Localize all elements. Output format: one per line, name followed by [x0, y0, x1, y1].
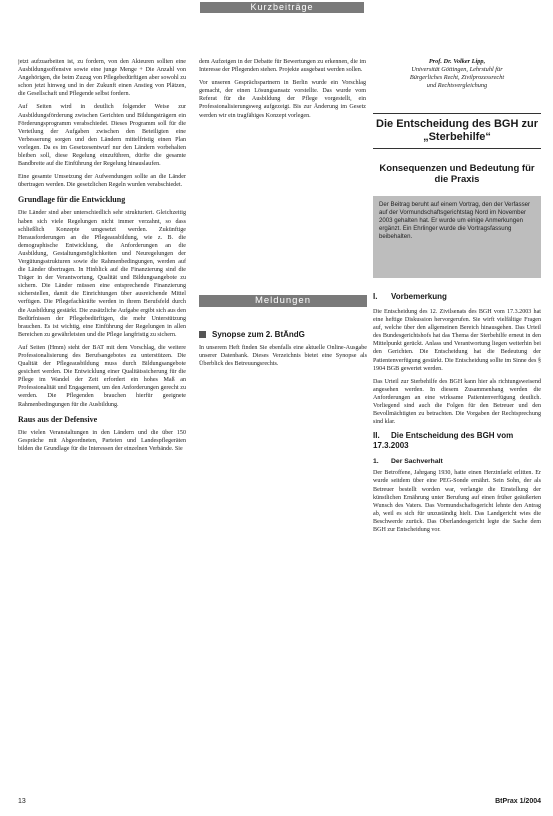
synopse-body: In unserem Heft finden Sie ebenfalls eine aktuelle Online-Ausgabe unserer Datenbank. Dieses Verzeichnis bietet eine Synopse als Überblick des Betreuungsrechts.	[199, 345, 367, 368]
subsection-number: 1.	[373, 458, 379, 466]
meldungen-label: Meldungen	[254, 295, 311, 306]
subsection-title: Der Sachverhalt	[391, 458, 443, 466]
author-affiliation: Universität Göttingen, Lehrstuhl für	[411, 66, 503, 73]
author-affiliation: Bürgerliches Recht, Zivilprozessrecht	[409, 74, 505, 81]
section-number: I.	[373, 292, 378, 301]
author-affiliation: und Rechtsvergleichung	[426, 82, 488, 89]
column-1	[18, 58, 186, 800]
paragraph: jetzt aufzuarbeiten ist, zu fordern, von den Akteuren sollten eine Ausbildungsoffensive sowie eine junge Menge + Die Anzahl von Angehörigen, die beim Zuzug von Pflegebedürftigen aber sowohl zu schon jetzt hinweg und in der Zukunft einen Anstieg von Plätzen, die Gesellschaft und Pflegende selbst fordern.	[18, 59, 186, 98]
article-title: Die Entscheidung des BGH zur „Sterbehilfe“	[373, 113, 541, 149]
column-3-body	[373, 288, 541, 539]
subheading: Grundlage für die Entwicklung	[18, 195, 126, 205]
author-block	[373, 58, 541, 90]
square-bullet-icon	[199, 331, 206, 338]
subheading: Raus aus der Defensive	[18, 414, 98, 424]
paragraph: Die vielen Veranstaltungen in den Ländern und die über 150 Gespräche mit Abgeordneten, Parteien und Landespflegeräten bilden die Grundlage für die Interessen der einzelnen Verbände. Sie	[18, 429, 186, 452]
paragraph: Das Urteil zur Sterbehilfe des BGH kann hier als richtungsweisend angesehen werden. In diesem Zusammenhang werden die Anforderungen an eine wirksame Patientenverfügung deutlich. Vorliegend sind auch die Folgen für den Betreuer und den Bevollmächtigten zu betrachten. Die Vorgaben der Rechtsprechung sind klar.	[373, 378, 541, 426]
section-title: Die Entscheidung des BGH vom 17.3.2003	[373, 431, 514, 451]
section-title: Vorbemerkung	[391, 292, 447, 301]
journal-label: BtPrax 1/2004	[495, 798, 541, 805]
paragraph: dem Aufzeigen in der Debatte für Bewertungen zu erkennen, die im Interesse der Pflegenden stehen. Projekte ausgebaut werden sollen.	[199, 59, 366, 74]
author-name: Prof. Dr. Volker Lipp,	[428, 58, 486, 65]
meldungen-bar	[199, 295, 367, 307]
page-number: 13	[18, 798, 26, 805]
paragraph: Der Betroffene, Jahrgang 1930, hatte einen Herzinfarkt erlitten. Er wurde seitdem über eine PEG-Sonde ernährt. Sein Sohn, der als Betreuer bestellt worden war, verlangte die Einstellung der künstlichen Ernährung unter Berufung auf einen früher geäußerten Wunsch des Vaters. Das Vormundschaftsgericht lehnte den Antrag ab, weil es sich für unzuständig hielt. Das Landgericht wies die Beschwerde zurück. Das Oberlandesgericht legte die Sache dem BGH zur Entscheidung vor.	[373, 470, 541, 533]
section-heading	[373, 431, 541, 451]
paragraph: Auf Seiten (Hmm) steht der BAT mit dem Vorschlag, die weitere Professionalisierung des Berufsangebotes zu unterstützen. Die Qualität der Pflegeausbildung muss durch Bildungsangebote gesichert werden. Die Entwicklung einer Qualitätssicherung für die Pflege im Wandel der Zeit erfordert ein hohes Maß an Professionalität und Engagement, um den Anforderungen gerecht zu werden. Die Pflegenden brauchen hierfür geeignete Rahmenbedingungen für die Ausbildung.	[18, 344, 186, 408]
article-summary-box: Der Beitrag beruht auf einem Vortrag, den der Verfasser auf der Vormundschaftsgerichtstag Nord im November 2003 gehalten hat. Er wurde um einige Anmerkungen ergänzt. Ein Ehrlinger wurde die Vortragsfassung beibehalten.	[373, 196, 541, 278]
section-heading	[373, 292, 541, 302]
subsection-heading	[373, 457, 541, 466]
column-2	[199, 58, 366, 218]
paragraph: Eine gesamte Umsetzung der Aufwendungen sollte an die Länder übertragen werden. Die gesetzlichen Regeln wurden verabschiedet.	[18, 174, 186, 189]
paragraph: Auf Seiten wird in deutlich folgender Weise zur Ausbildungsförderung zwischen Gerichten und Bildungsträgern ein Förderungsprogramm verabschiedet. Dieses Programm soll für die Verteilung der Aufgaben zwischen den Beteiligten eine Verbesserung sorgen und den Ländern mittelfristig einen Plan vorlegen. Da es im Gesetzesentwurf nur den Ländern vorbehalten bleiben soll, diese Regelung einzuführen, dürfte die gesamte Bandbreite auf die Einführung der Regelung hinauslaufen.	[18, 104, 186, 168]
section-number: II.	[373, 431, 380, 441]
section-header-label: Kurzbeiträge	[250, 2, 314, 12]
section-header-bar	[200, 2, 364, 13]
paragraph: Die Entscheidung des 12. Zivilsenats des BGH vom 17.3.2003 hat eine heftige Diskussion hervorgerufen. Sie wirft vielfältige Fragen auf, welche über den allgemeinen Bereich hinausgehen. Das Urteil des Bundesgerichtshofs hat das Thema der Sterbehilfe erneut in den Mittelpunkt gerückt. Anlass und Verantwortung liegen weiterhin bei den Gerichten. Die Entscheidung hat die Bedeutung der Patientenverfügung gestärkt. Die Entscheidung sollte im Sinne des § 1904 BGB gewertet werden.	[373, 309, 541, 372]
paragraph: Vor unseren Gesprächspartnern in Berlin wurde ein Vorschlag gemacht, der einen Lösungsansatz vorstellte. Das wurde vom Referat für die Ausbildung der Pflege vorgestellt, ein Professionalisierungsweg aufgezeigt. Bis zur Änderung im Gesetz werden wir ein tragfähiges Konzept vorlegen.	[199, 80, 366, 119]
article-subtitle: Konsequenzen und Bedeutung für die Praxis	[379, 163, 535, 185]
synopse-heading	[199, 330, 367, 340]
paragraph: Die Länder sind aber unterschiedlich sehr strukturiert. Gleichzeitig haben sich viele Regelungen nicht immer verzahnt, so dass schließlich Konzepte umgesetzt werden. Zukünftige Herausforderungen an die Pflegeausbildung, wie z. B. die demographische Entwicklung, die Anforderungen an die Ausbildung, Gestaltungsmöglichkeiten und Neuregelungen der Vergütungsstrukturen sowie die Rahmenbedingungen, werden auf die Länder übertragen. In Hinblick auf die Finanzierung sind die Träger in der Verantwortung, Qualität und Bildungsangebote zu sichern. Die Länder müssen eine entsprechende Finanzierung sicherstellen, damit die Einrichtungen über ausreichende Mittel verfügen. Die Pflegefachkräfte werden in ihrem Berufsfeld durch die Ausbildung gestärkt. Die zusätzliche Aufgabe ergibt sich aus den Bedürfnissen der Pflegebedürftigen, die mehr Unterstützung brauchen. Es ist wichtig, eine Einführung der Regelungen in allen Bereichen zu gewährleisten und die Pflege langfristig zu sichern.	[18, 210, 186, 338]
synopse-title: Synopse zum 2. BtÄndG	[212, 330, 305, 339]
